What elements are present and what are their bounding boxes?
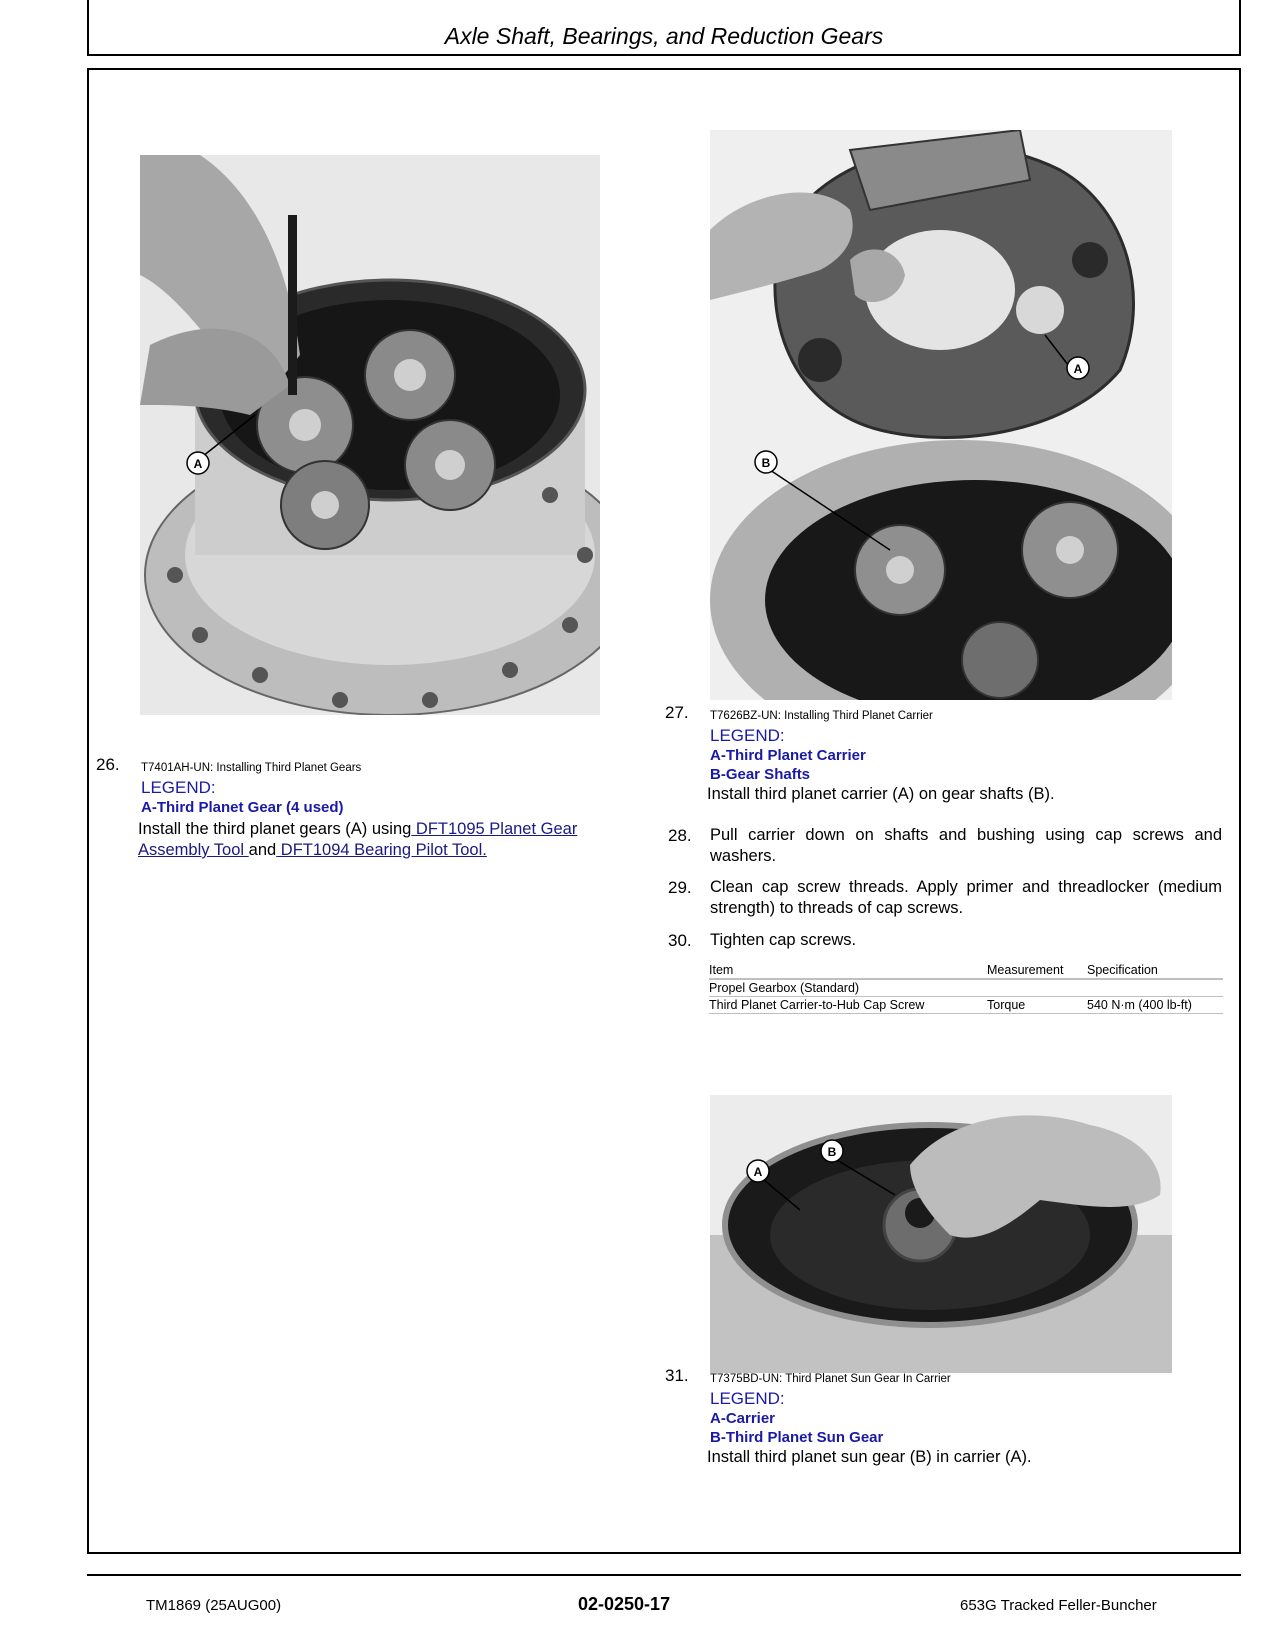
legend-item-27-a: A-Third Planet Carrier <box>710 747 866 764</box>
footer-manual-id: TM1869 (25AUG00) <box>146 1597 282 1614</box>
link-dft1095-tool[interactable]: DFT1095 Planet Gear Assembly Tool <box>138 820 578 859</box>
column-header-measurement: Measurement <box>987 962 1087 979</box>
footer-divider <box>87 1574 1241 1576</box>
photo-third-planet-gears <box>140 155 600 715</box>
step-number-31: 31. <box>665 1366 689 1385</box>
step-number-29: 29. <box>668 878 692 897</box>
legend-item-26-a: A-Third Planet Gear (4 used) <box>141 799 344 816</box>
figure-caption-31: T7375BD-UN: Third Planet Sun Gear In Carrier <box>710 1373 951 1385</box>
photo-sun-gear-in-carrier <box>710 1095 1172 1373</box>
page-title: Axle Shaft, Bearings, and Reduction Gears <box>444 23 884 49</box>
table-cell-item: Third Planet Carrier-to-Hub Cap Screw <box>709 997 987 1014</box>
footer-page-number: 02-0250-17 <box>578 1594 671 1614</box>
table-group-label: Propel Gearbox (Standard) <box>709 979 1223 997</box>
step-text-29: Clean cap screw threads. Apply primer and threadlocker (medium strength) to threads of cap screws. <box>710 878 1222 917</box>
link-dft1094-tool[interactable]: DFT1094 Bearing Pilot Tool. <box>276 841 487 859</box>
step-number-27: 27. <box>665 703 689 722</box>
torque-spec-table <box>709 962 1223 1014</box>
footer-machine-name: 653G Tracked Feller-Buncher <box>960 1597 1157 1614</box>
legend-item-31-a: A-Carrier <box>710 1410 776 1427</box>
photo-label-b: B <box>827 1145 837 1159</box>
step-text-28: Pull carrier down on shafts and bushing using cap screws and washers. <box>710 826 1222 865</box>
table-cell-measurement: Torque <box>987 997 1087 1014</box>
step-text-26 <box>138 819 651 861</box>
step-text-31: Install third planet sun gear (B) in carrier (A). <box>707 1448 1032 1466</box>
step-text-26-prefix: Install the third planet gears (A) using <box>138 820 412 838</box>
table-header-row <box>709 962 1223 979</box>
step-number-28: 28. <box>668 826 692 845</box>
column-header-specification: Specification <box>1087 962 1223 979</box>
legend-title-26: LEGEND: <box>141 778 216 797</box>
legend-item-31-b: B-Third Planet Sun Gear <box>710 1429 884 1446</box>
photo-label-a: A <box>753 1165 763 1179</box>
page-header <box>87 0 1241 56</box>
column-header-item: Item <box>709 962 987 979</box>
step-text-26-mid: and <box>248 841 277 859</box>
figure-caption-27: T7626BZ-UN: Installing Third Planet Carrier <box>710 710 933 722</box>
step-number-26: 26. <box>96 755 120 774</box>
step-text-27: Install third planet carrier (A) on gear shafts (B). <box>707 785 1055 803</box>
photo-label-b: B <box>761 456 771 470</box>
photo-label-a: A <box>193 457 203 471</box>
figure-caption-26: T7401AH-UN: Installing Third Planet Gears <box>141 762 362 774</box>
legend-title-31: LEGEND: <box>710 1389 785 1408</box>
table-row <box>709 997 1223 1014</box>
table-cell-specification: 540 N·m (400 lb-ft) <box>1087 997 1223 1014</box>
table-group-row <box>709 979 1223 997</box>
legend-title-27: LEGEND: <box>710 726 785 745</box>
photo-label-a: A <box>1073 362 1083 376</box>
legend-item-27-b: B-Gear Shafts <box>710 766 811 783</box>
step-text-30: Tighten cap screws. <box>710 931 857 949</box>
photo-third-planet-carrier <box>710 130 1172 700</box>
step-number-30: 30. <box>668 931 692 950</box>
